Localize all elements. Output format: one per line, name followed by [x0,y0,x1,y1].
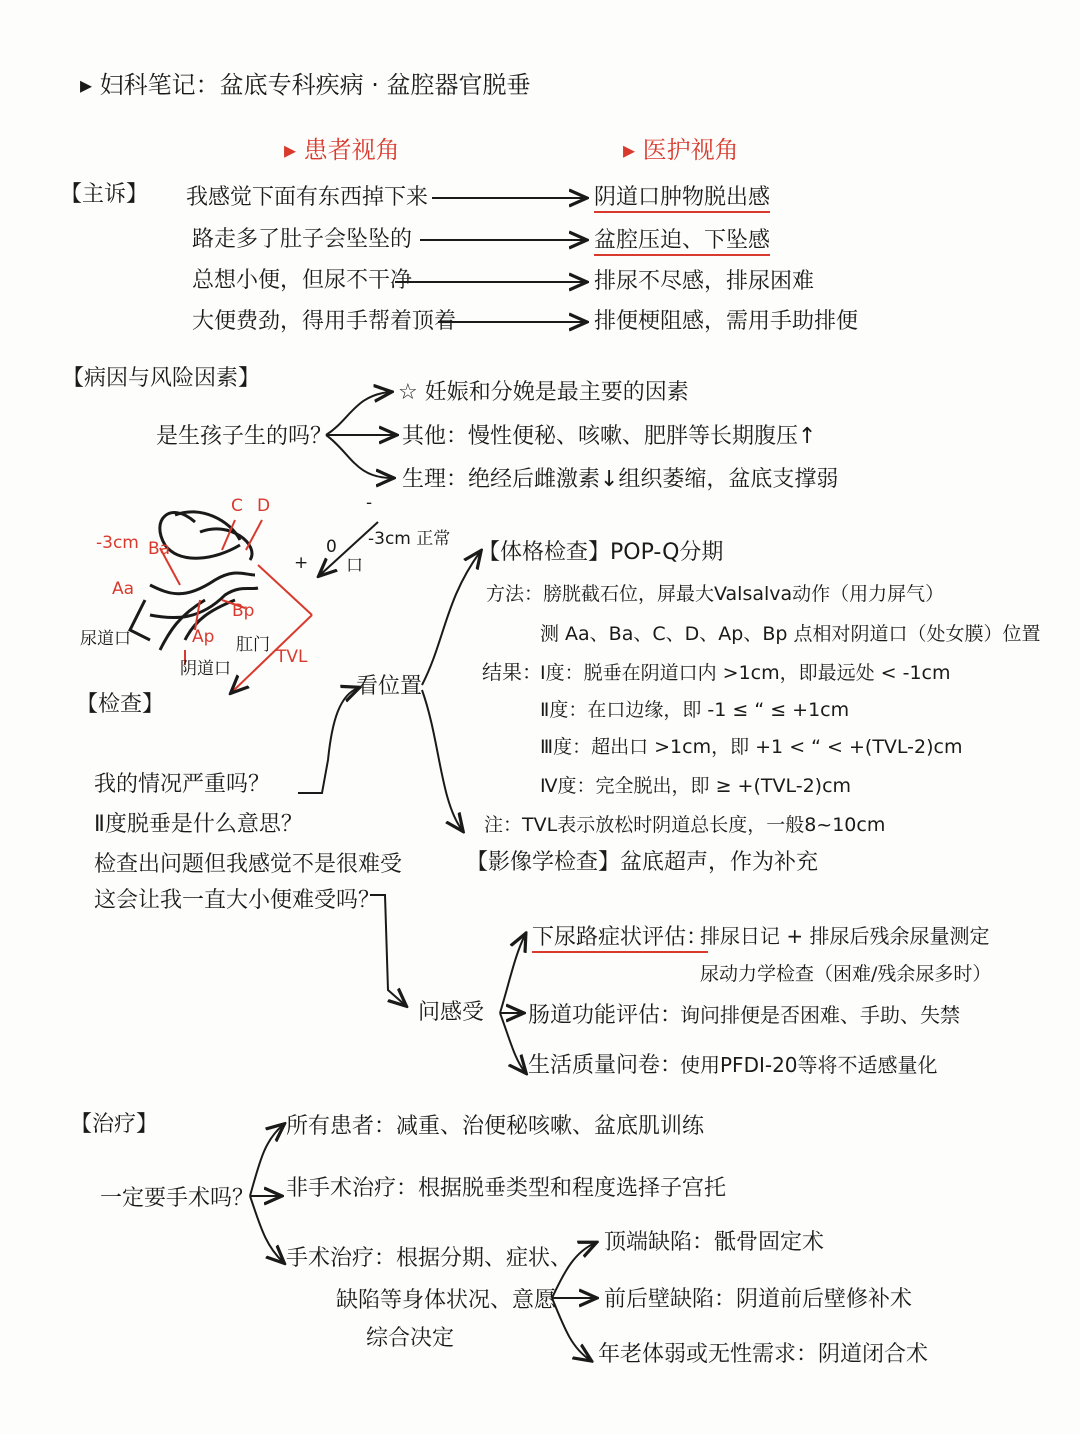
complaint-medical-2: 盆腔压迫、下坠感 [594,228,770,256]
surgery-anterior-posterior: 前后壁缺陷：阴道前后壁修补术 [604,1287,913,1312]
exam-label: 【检查】 [76,692,165,717]
label-minus-3cm: -3cm [96,533,139,553]
feel-1-text: 排尿日记 + 排尿后残余尿量测定 [700,924,990,948]
cause-label: 【病因与风险因素】 [62,366,261,391]
label-anus: 肛门 [236,635,270,655]
physical-note: 注：TVL表示放松时阴道总长度，一般8~10cm [484,814,886,836]
cause-item-3: 生理：绝经后雌激素↓组织萎缩，盆底支撑弱 [402,467,839,492]
label-D: D [257,496,271,516]
treatment-surgical-2: 缺陷等身体状况、意愿 [336,1288,557,1313]
surgery-colpocleisis: 年老体弱或无性需求：阴道闭合术 [598,1342,929,1367]
exam-look: 看位置 [356,674,423,699]
medical-perspective-header: ▸ 医护视角 [623,136,739,164]
exam-ask: 问感受 [418,1000,485,1025]
cause-item-2: 其他：慢性便秘、咳嗽、肥胖等长期腹压↑ [402,424,817,449]
physical-method-1: 方法：膀胱截石位，屏最大Valsalva动作（用力屏气） [486,583,945,605]
label-vagina: 阴道口 [180,659,231,679]
feel-1-text2: 尿动力学检查（困难/残余尿多时） [700,963,992,985]
feel-1-title: 下尿路症状评估： [532,925,708,953]
patient-perspective-header: ▸ 患者视角 [284,136,400,164]
exam-question-2: Ⅱ度脱垂是什么意思？ [94,812,303,837]
complaint-patient-3: 总想小便，但尿不干净 [192,268,413,293]
cause-item-1: ☆ 妊娠和分娩是最主要的因素 [398,380,689,405]
scale-minus: - [366,493,373,513]
label-C: C [231,496,243,516]
treatment-surgical-1: 手术治疗：根据分期、症状、 [286,1246,573,1271]
page-title: ▸ 妇科笔记：盆底专科疾病 · 盆腔器官脱垂 [80,71,531,99]
physical-exam-title: 【体格检查】POP-Q分期 [478,540,724,565]
exam-question-3: 检查出问题但我感觉不是很难受 [94,852,403,877]
feel-2-title: 肠道功能评估： [528,1003,683,1028]
treatment-nonsurgical: 非手术治疗：根据脱垂类型和程度选择子宫托 [286,1176,727,1201]
complaint-medical-1: 阴道口肿物脱出感 [594,185,770,213]
grade-3: Ⅲ度：超出口 >1cm，即 +1 < “ < +(TVL-2)cm [540,736,963,758]
complaint-patient-4: 大便费劲，得用手帮着顶着 [192,309,457,334]
complaint-patient-1: 我感觉下面有东西掉下来 [186,185,429,210]
exam-question-4: 这会让我一直大小便难受吗？ [94,888,381,913]
imaging-exam: 【影像学检查】盆底超声，作为补充 [466,850,819,875]
label-Aa: Aa [112,579,135,599]
complaint-patient-2: 路走多了肚子会坠坠的 [192,227,413,252]
scale-plus: + [294,553,309,573]
label-urethra: 尿道口 [80,629,131,649]
scale-normal: -3cm 正常 [368,529,451,549]
complaint-medical-4: 排便梗阻感，需用手助排便 [594,309,859,334]
grade-2: Ⅱ度：在口边缘，即 -1 ≤ “ ≤ +1cm [540,699,850,721]
cause-question: 是生孩子生的吗？ [156,424,333,449]
result-label: 结果： [482,660,542,684]
feel-2-text: 询问排便是否困难、手助、失禁 [680,1003,960,1027]
treatment-surgical-3: 综合决定 [366,1326,455,1351]
surgery-apical: 顶端缺陷：骶骨固定术 [604,1230,825,1255]
scale-box: 口 [346,556,363,576]
complaint-label: 【主诉】 [60,182,149,207]
complaint-medical-3: 排尿不尽感，排尿困难 [594,269,815,294]
feel-3-text: 使用PFDI-20等将不适感量化 [680,1053,938,1077]
label-Bp: Bp [232,601,255,621]
feel-3-title: 生活质量问卷： [528,1053,683,1078]
grade-1: Ⅰ度：脱垂在阴道口内 >1cm，即最远处 < -1cm [540,662,951,684]
label-Ba: Ba [148,539,171,559]
label-Ap: Ap [192,627,215,647]
treatment-label: 【治疗】 [70,1112,159,1137]
physical-method-2: 测 Aa、Ba、C、D、Ap、Bp 点相对阴道口（处女膜）位置 [540,623,1041,645]
treatment-all: 所有患者：减重、治便秘咳嗽、盆底肌训练 [286,1114,705,1139]
treatment-question: 一定要手术吗？ [100,1186,255,1211]
grade-4: Ⅳ度：完全脱出，即 ≥ +(TVL-2)cm [540,775,852,797]
exam-question-1: 我的情况严重吗？ [94,772,271,797]
scale-zero: 0 [326,537,337,557]
label-TVL: TVL [276,647,308,667]
